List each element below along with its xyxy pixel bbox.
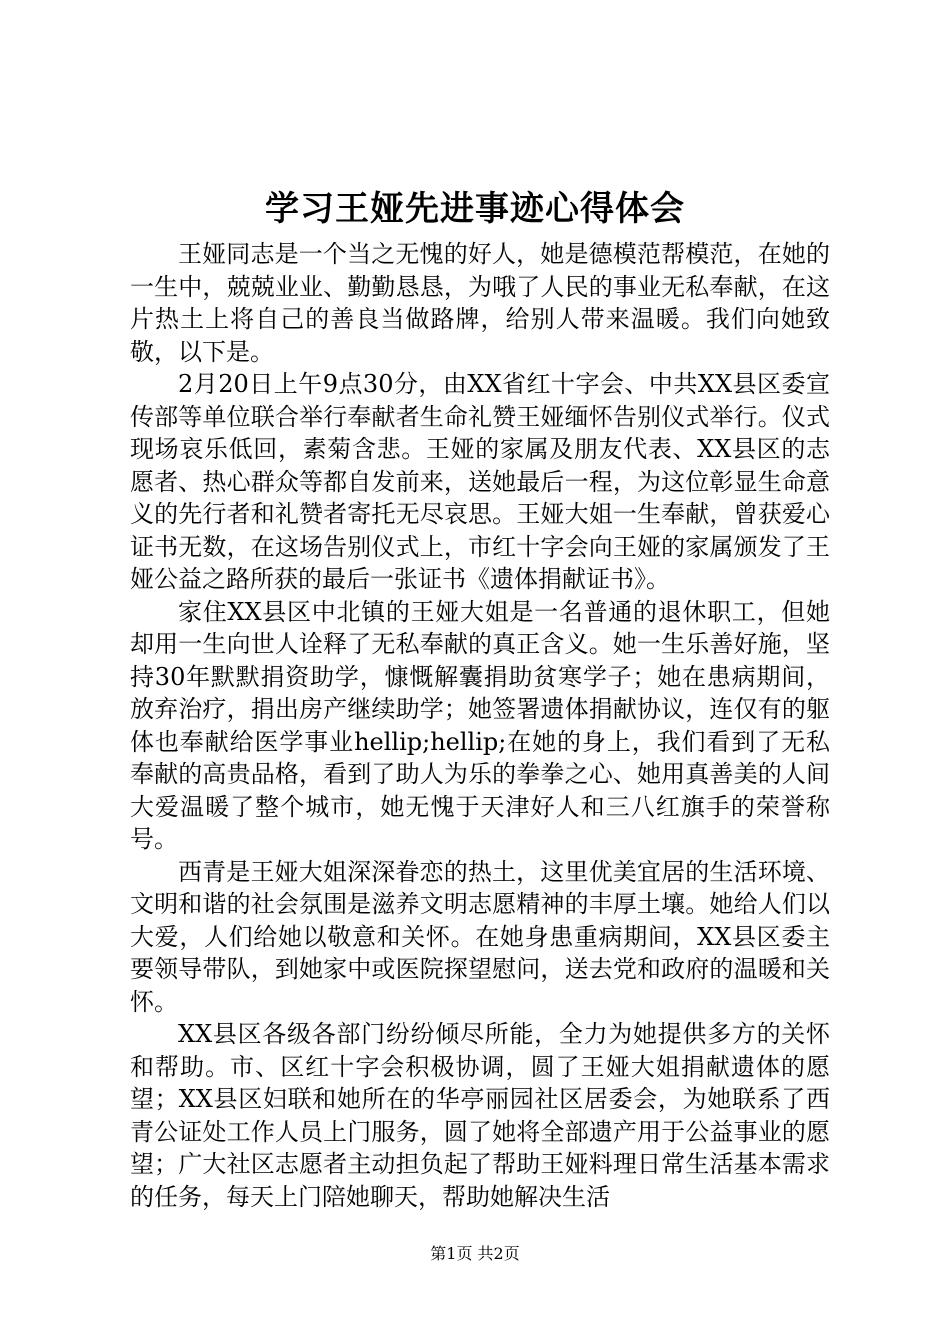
paragraph-2: 2月20日上午9点30分，由XX省红十字会、中共XX县区委宣传部等单位联合举行奉献者生命礼赞王娅缅怀告别仪式举行。仪式现场哀乐低回，素菊含悲。王娅的家属及朋友代表、XX县区的志愿者、热心群众等都自发前来，送她最后一程，为这位彰显生命意义的先行者和礼赞者寄托无尽哀思。王娅大姐一生奉献，曾获爱心证书无数，在这场告别仪式上，市红十字会向王娅的家属颁发了王娅公益之路所获的最后一张证书《遗体捐献证书》。 — [130, 370, 830, 593]
paragraph-1: 王娅同志是一个当之无愧的好人，她是德模范帮模范，在她的一生中，兢兢业业、勤勤恳恳，为哦了人民的事业无私奉献，在这片热土上将自己的善良当做路牌，给别人带来温暖。我们向她致敬，以下是。 — [130, 240, 830, 366]
document-body — [130, 238, 830, 1213]
paragraph-4: 西青是王娅大姐深深眷恋的热土，这里优美宜居的生活环境、文明和谐的社会氛围是滋养文明志愿精神的丰厚土壤。她给人们以大爱，人们给她以敬意和关怀。在她身患重病期间，XX县区委主要领导带队，到她家中或医院探望慰问，送去党和政府的温暖和关怀。 — [130, 857, 830, 1016]
paragraph-3: 家住XX县区中北镇的王娅大姐是一名普通的退休职工，但她却用一生向世人诠释了无私奉献的真正含义。她一生乐善好施，坚持30年默默捐资助学，慷慨解囊捐助贫寒学子；她在患病期间，放弃治疗，捐出房产继续助学；她签署遗体捐献协议，连仅有的躯体也奉献给医学事业hellip;hellip;在她的身上，我们看到了无私奉献的高贵品格，看到了助人为乐的拳拳之心、她用真善美的人间大爱温暖了整个城市，她无愧于天津好人和三八红旗手的荣誉称号。 — [130, 597, 830, 853]
page-number-footer: 第1页 共2页 — [430, 1244, 520, 1263]
paragraph-5: XX县区各级各部门纷纷倾尽所能，全力为她提供多方的关怀和帮助。市、区红十字会积极协调，圆了王娅大姐捐献遗体的愿望；XX县区妇联和她所在的华亭丽园社区居委会，为她联系了西青公证处工作人员上门服务，圆了她将全部遗产用于公益事业的愿望；广大社区志愿者主动担负起了帮助王娅料理日常生活基本需求的任务，每天上门陪她聊天，帮助她解决生活 — [130, 1020, 830, 1211]
document-title: 学习王娅先进事迹心得体会 — [265, 189, 685, 229]
